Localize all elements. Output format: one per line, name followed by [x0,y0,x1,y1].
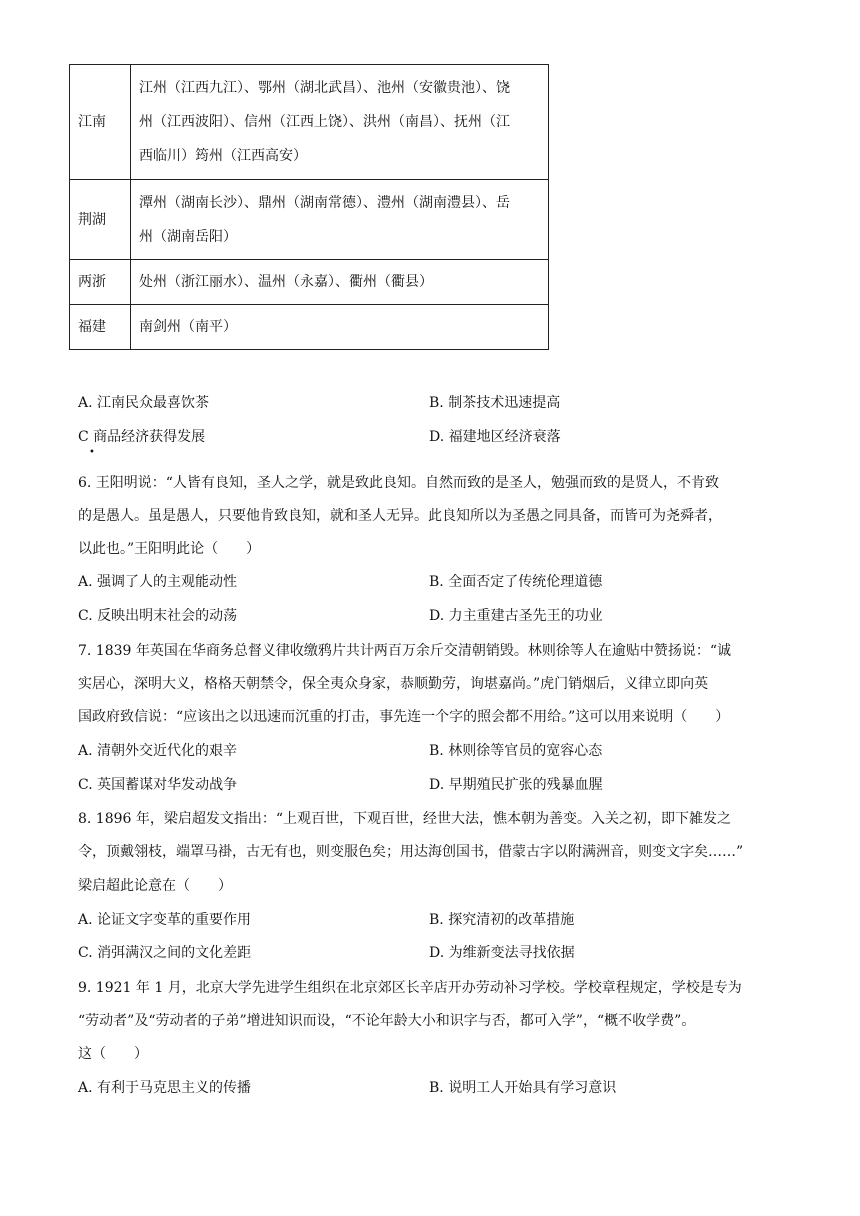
q7-option-d: D. 早期殖民扩张的残暴血腥 [429,777,603,793]
q6-stem-line: 以此也。”王阳明此论（ ） [78,541,261,557]
q9-option-a: A. 有利于马克思主义的传播 [78,1080,252,1096]
places-cell: 南剑州（南平） [131,305,549,350]
q5-option-c: C 商品经济获得发展 [78,429,206,445]
q7-option-b: B. 林则徐等官员的宽容心态 [429,743,603,759]
table-row [70,305,549,350]
q9-stem-line: “劳动者”及“劳动者的子弟”增进知识而设，“不论年龄大小和识字与否，都可入学”，“概不收学费”。 [78,1013,696,1029]
tea-regions-table [69,64,549,350]
q8-option-c: C. 消弭满汉之间的文化差距 [78,945,252,961]
region-cell: 两浙 [70,260,131,305]
q5-option-d: D. 福建地区经济衰落 [429,429,561,445]
q6-stem-line: 6. 王阳明说：“人皆有良知，圣人之学，就是致此良知。自然而致的是圣人，勉强而致的是贤人，不肯致 [78,475,719,491]
q8-stem-line: 8. 1896 年，梁启超发文指出：“上观百世，下观百世，经世大法，憔本朝为善变。入关之初，即下雑发之 [78,811,732,827]
q7-stem-line: 7. 1839 年英国在华商务总督义律收缴鸦片共计两百万余斤交清朝销毁。林则徐等人在逾贴中赞扬说：“诚 [78,643,732,659]
q8-stem-line: 令，顶戴翎枝，端罩马褂，古无有也，则变服色矣；用达海创国书，借蒙古字以附满洲音，则变文字矣……” [78,844,744,860]
q5-option-b: B. 制茶技术迅速提高 [429,395,561,411]
q9-stem-line: 9. 1921 年 1 月，北京大学先进学生组织在北京郊区长辛店开办劳动补习学校。学校章程规定，学校是专为 [78,980,742,996]
q9-option-b: B. 说明工人开始具有学习意识 [429,1080,617,1096]
places-cell: 处州（浙江丽水）、温州（永嘉）、衢州（衢县） [131,260,549,305]
q8-option-a: A. 论证文字变革的重要作用 [78,912,252,928]
table-row [70,260,549,305]
q7-stem-line: 实居心，深明大义，格格天朝禁令，保全夷众身家，恭顺勤劳，询堪嘉尚。”虎门销烟后，义律立即向英 [78,676,709,692]
table-row [70,180,549,260]
region-cell: 荆湖 [70,180,131,260]
places-cell: 江州（江西九江）、鄂州（湖北武昌）、池州（安徽贵池）、饶 州（江西波阳）、信州（江西上饶）、洪州（南昌）、抚州（江 西临川）筠州（江西高安） [131,65,549,180]
q7-option-c: C. 英国蓄谋对华发动战争 [78,777,238,793]
q6-option-c: C. 反映出明末社会的动荡 [78,608,238,624]
places-cell: 潭州（湖南长沙）、鼎州（湖南常德）、澧州（湖南澧县）、岳 州（湖南岳阳） [131,180,549,260]
dot-mark: • [89,447,95,458]
q9-stem-line: 这（ ） [78,1046,148,1062]
q8-stem-line: 梁启超此论意在（ ） [78,878,232,894]
q6-stem-line: 的是愚人。虽是愚人，只要他肯致良知，就和圣人无异。此良知所以为圣愚之同具备，而皆可为尧舜者， [78,508,722,524]
q7-option-a: A. 清朝外交近代化的艰辛 [78,743,238,759]
region-cell: 江南 [70,65,131,180]
q6-option-d: D. 力主重建古圣先王的功业 [429,608,603,624]
region-cell: 福建 [70,305,131,350]
q5-option-a: A. 江南民众最喜饮茶 [78,395,210,411]
q8-option-d: D. 为维新变法寻找依据 [429,945,575,961]
q6-option-a: A. 强调了人的主观能动性 [78,574,238,590]
table-row [70,65,549,180]
q7-stem-line: 国政府致信说：“应该出之以迅速而沉重的打击，事先连一个字的照会都不用给。”这可以用来说明（ ） [78,709,730,725]
q8-option-b: B. 探究清初的改革措施 [429,912,575,928]
q6-option-b: B. 全面否定了传统伦理道德 [429,574,603,590]
